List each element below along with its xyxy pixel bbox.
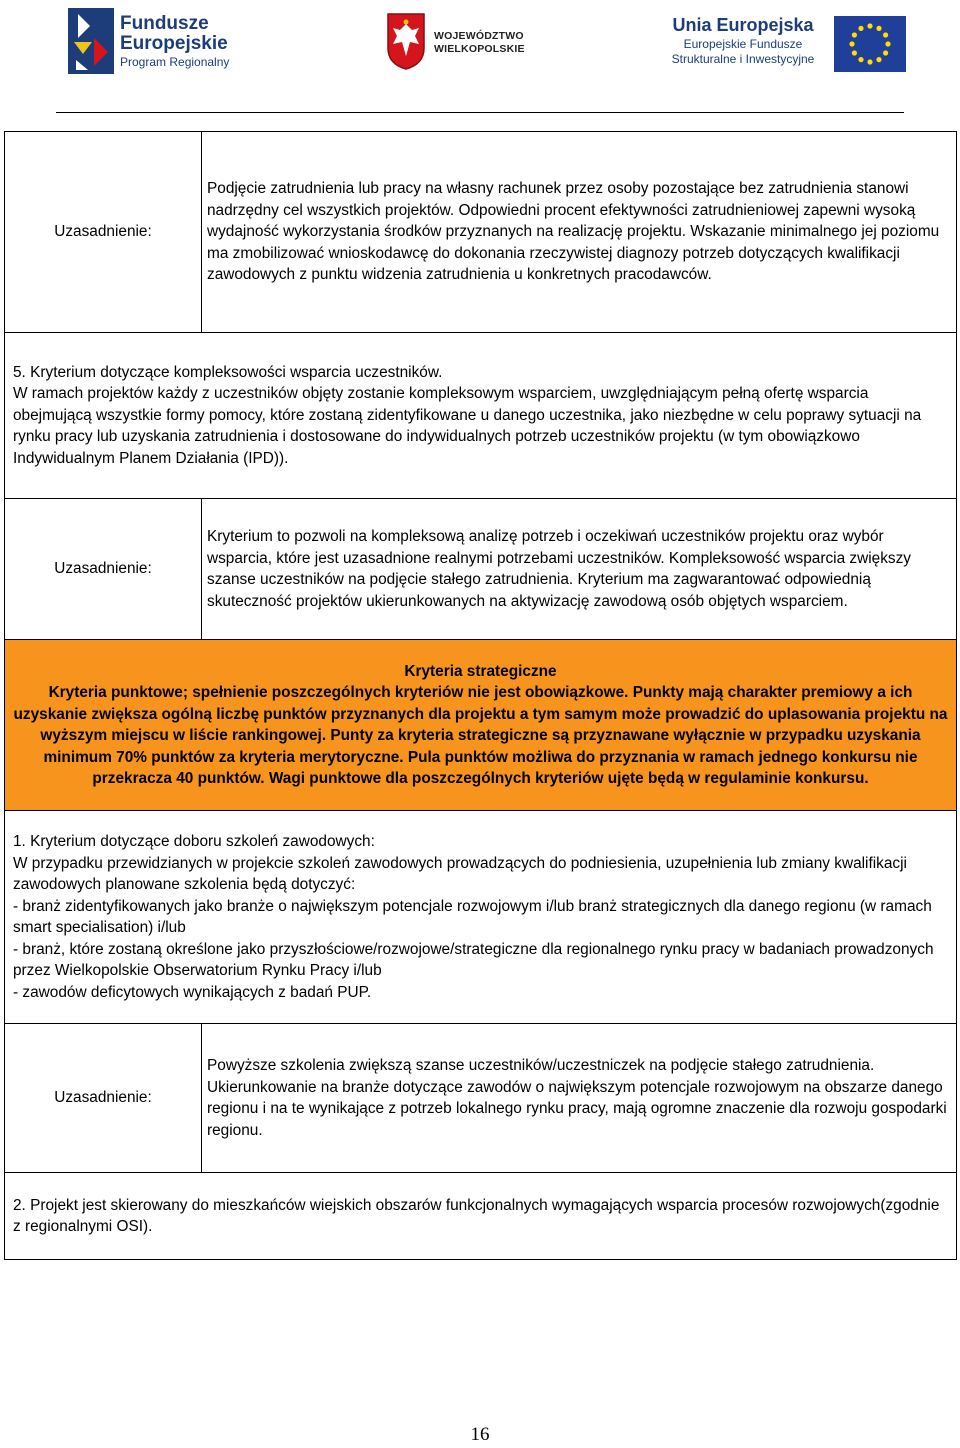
- page-number: 16: [470, 1424, 490, 1445]
- strategic-criteria-text: Kryteria punktowe; spełnienie poszczególnych kryteriów nie jest obowiązkowe. Punkty mają charakter premiowy a ich uzyskanie zwiększa ogólną liczbę punktów przyznanych dla projektu a tym samym może prowadzić do uplasowania projektu na wyższym miejscu w liście rankingowej. Punty za kryteria strategiczne są przyznawane wyłącznie w przypadku uzyskania minimum 70% punktów za kryteria merytoryczne. Pula punktów możliwa do przyznania w ramach jednego konkursu nie przekracza 40 punktów. Wagi punktowe dla poszczególnych kryteriów ujęte będą w regulaminie konkursu.: [13, 684, 948, 787]
- criteria-table: [4, 131, 957, 1260]
- fundusze-europejskie-logo: [68, 8, 248, 76]
- table-row: [5, 499, 957, 640]
- justification-label: Uzasadnienie:: [5, 499, 202, 640]
- criterion-text: W ramach projektów każdy z uczestników objęty zostanie kompleksowym wsparciem, uwzględniającym pełną ofertę wsparcia obejmującą wszystkie formy pomocy, które zostaną zidentyfikowane u danego uczestnika, jako niezbędne w celu poprawy sytuacji na rynku pracy lub uzyskania zatrudnienia i dostosowane do indywidualnych potrzeb uczestników projektu (w tym obowiązkowo Indywidualnym Planem Działania (IPD)).: [13, 385, 922, 467]
- criterion-2-text: 2. Projekt jest skierowany do mieszkańców wiejskich obszarów funkcjonalnych wymagających wsparcia procesów rozwojowych(zgodnie z regionalnymi OSI).: [5, 1173, 957, 1260]
- fe-logo-mark: [68, 8, 114, 74]
- criterion-1-cell: [5, 811, 957, 1024]
- justification-text: Powyższe szkolenia zwiększą szanse uczestników/uczestniczek na podjęcie stałego zatrudnienia. Ukierunkowanie na branże dotyczące zawodów o największym potencjale rozwojowym na obszarze danego regionu i na te wynikające z potrzeb lokalnego rynku pracy, mają ogromne znaczenie dla rozwoju gospodarki regionu.: [202, 1024, 957, 1173]
- criterion-5-cell: [5, 333, 957, 499]
- table-row: [5, 640, 957, 811]
- ue-logo-line2: Europejskie Fundusze: [683, 37, 803, 51]
- eagle-crest-icon: [386, 12, 426, 70]
- strategic-criteria-banner: [5, 640, 957, 811]
- table-row: [5, 1173, 957, 1260]
- wielkopolskie-logo: [386, 12, 536, 76]
- criterion-line: - branż, które zostaną określone jako przyszłościowe/rozwojowe/strategiczne dla regionalnego rynku pracy w badaniach prowadzonych przez Wielkopolskie Obserwatorium Rynku Pracy i/lub: [13, 940, 934, 979]
- ue-logo-line1: Unia Europejska: [672, 15, 814, 35]
- fe-logo-line1: Fundusze: [120, 13, 209, 34]
- justification-text: Kryterium to pozwoli na kompleksową analizę potrzeb i oczekiwań uczestników projektu oraz wybór wsparcia, które jest uzasadnione realnymi potrzebami uczestników. Kompleksowość wsparcia zwiększy szanse uczestników na podjęcie stałego zatrudnienia. Kryterium ma zagwarantować odpowiednią skuteczność projektów ukierunkowanych na aktywizację zawodową osób objętych wsparciem.: [202, 499, 957, 640]
- criterion-line: W przypadku przewidzianych w projekcie szkoleń zawodowych prowadzących do podniesienia, uzupełnienia lub zmiany kwalifikacji zawodowych planowane szkolenia będą dotyczyć:: [13, 854, 907, 893]
- criterion-heading: 5. Kryterium dotyczące kompleksowości wsparcia uczestników.: [13, 363, 443, 381]
- fe-logo-line3: Program Regionalny: [120, 55, 230, 69]
- justification-label: Uzasadnienie:: [5, 132, 202, 333]
- unia-europejska-logo: [656, 10, 906, 76]
- table-row: [5, 1024, 957, 1173]
- fe-logo-line2: Europejskie: [120, 33, 228, 54]
- criterion-line: - branż zidentyfikowanych jako branże o największym potencjale rozwojowym i/lub branż strategicznych dla danego regionu (w ramach smart specialisation) i/lub: [13, 897, 932, 936]
- ue-logo-line3: Strukturalne i Inwestycyjne: [671, 52, 815, 66]
- justification-label: Uzasadnienie:: [5, 1024, 202, 1173]
- table-row: [5, 333, 957, 499]
- strategic-criteria-title: Kryteria strategiczne: [404, 662, 557, 680]
- wlkp-logo-line2: WIELKOPOLSKIE: [434, 43, 525, 55]
- criterion-line: - zawodów deficytowych wynikających z badań PUP.: [13, 983, 372, 1001]
- eu-flag-icon: [834, 16, 906, 72]
- table-row: [5, 811, 957, 1024]
- justification-text: Podjęcie zatrudnienia lub pracy na własny rachunek przez osoby pozostające bez zatrudnienia stanowi nadrzędny cel wszystkich projektów. Odpowiedni procent efektywności zatrudnieniowej zapewni wysoką wydajność wykorzystania środków przyznanych na realizację projektu. Wskazanie minimalnego jej poziomu ma zmobilizować wnioskodawcę do dokonania rzeczywistej diagnozy potrzeb dotyczących kwalifikacji zawodowych z punktu widzenia zatrudnienia u konkretnych pracodawców.: [202, 132, 957, 333]
- table-row: [5, 132, 957, 333]
- criterion-heading: 1. Kryterium dotyczące doboru szkoleń zawodowych:: [13, 833, 375, 850]
- header-divider: [56, 112, 904, 113]
- wlkp-logo-line1: WOJEWÓDZTWO: [434, 30, 524, 42]
